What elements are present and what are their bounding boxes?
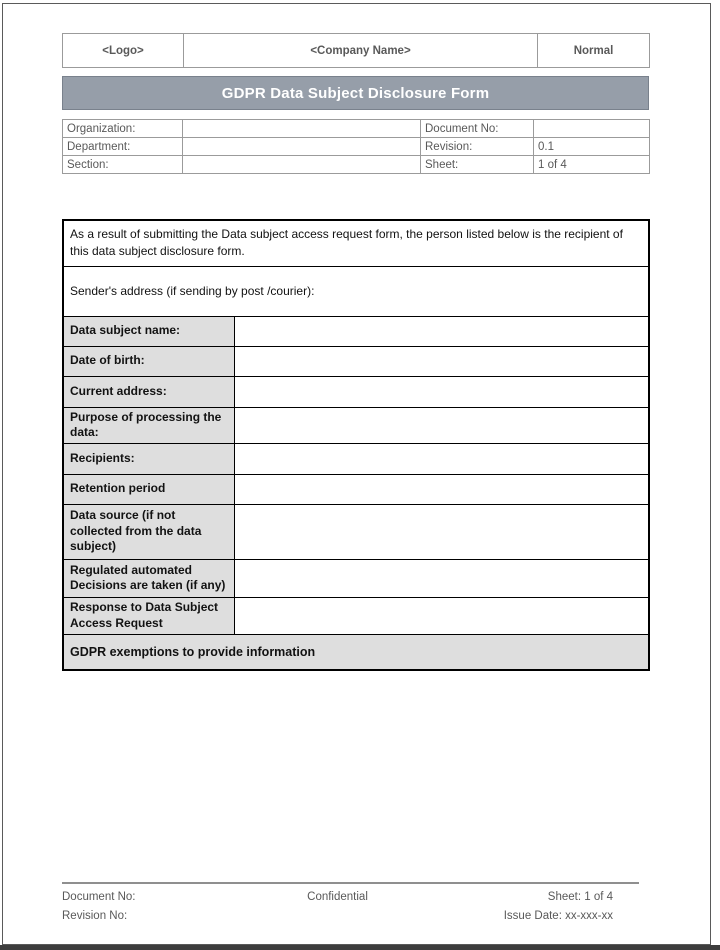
meta-row-section <box>63 156 650 174</box>
meta-row-organization <box>63 120 650 138</box>
field-value-purpose-of-processing[interactable] <box>234 407 649 443</box>
meta-label-revision: Revision: <box>421 138 534 156</box>
sender-address-label[interactable]: Sender's address (if sending by post /courier): <box>63 266 649 316</box>
meta-value-section[interactable] <box>183 156 421 174</box>
field-value-regulated-automated-decisions[interactable] <box>234 559 649 597</box>
footer-divider <box>62 882 639 884</box>
footer-right-block <box>429 888 639 926</box>
field-label-date-of-birth: Date of birth: <box>63 346 234 376</box>
field-label-purpose-of-processing: Purpose of processing the data: <box>63 407 234 443</box>
meta-label-sheet: Sheet: <box>421 156 534 174</box>
meta-row-department <box>63 138 650 156</box>
logo-placeholder: <Logo> <box>63 34 184 68</box>
meta-value-sheet: 1 of 4 <box>534 156 650 174</box>
field-label-retention-period: Retention period <box>63 474 234 504</box>
field-value-current-address[interactable] <box>234 376 649 407</box>
page-title: GDPR Data Subject Disclosure Form <box>221 84 490 102</box>
field-label-response-to-dsar: Response to Data Subject Access Request <box>63 597 234 634</box>
gdpr-exemptions-heading: GDPR exemptions to provide information <box>63 634 649 670</box>
meta-label-section: Section: <box>63 156 183 174</box>
footer-center-block <box>246 888 430 926</box>
meta-value-document-no[interactable] <box>534 120 650 138</box>
field-label-data-source: Data source (if not collected from the data subject) <box>63 504 234 559</box>
field-value-data-source[interactable] <box>234 504 649 559</box>
field-row-retention-period <box>63 474 649 504</box>
title-bar <box>62 76 649 110</box>
field-value-data-subject-name[interactable] <box>234 316 649 346</box>
field-row-response-to-dsar <box>63 597 649 634</box>
meta-table <box>62 119 650 174</box>
company-name-placeholder: <Company Name> <box>184 34 538 68</box>
header-table <box>62 33 650 68</box>
field-label-current-address: Current address: <box>63 376 234 407</box>
footer-sheet: Sheet: 1 of 4 <box>547 891 614 903</box>
field-label-regulated-automated-decisions: Regulated automated Decisions are taken (if any) <box>63 559 234 597</box>
field-value-retention-period[interactable] <box>234 474 649 504</box>
meta-value-revision: 0.1 <box>534 138 650 156</box>
field-value-response-to-dsar[interactable] <box>234 597 649 634</box>
meta-value-organization[interactable] <box>183 120 421 138</box>
meta-value-department[interactable] <box>183 138 421 156</box>
intro-text: As a result of submitting the Data subject access request form, the person listed below is the recipient of this data subject disclosure form. <box>63 220 649 266</box>
field-value-date-of-birth[interactable] <box>234 346 649 376</box>
footer-confidential: Confidential <box>307 891 368 903</box>
meta-label-organization: Organization: <box>63 120 183 138</box>
field-row-regulated-automated-decisions <box>63 559 649 597</box>
footer-document-no: Document No: <box>62 891 136 903</box>
field-row-purpose-of-processing <box>63 407 649 443</box>
field-row-recipients <box>63 443 649 474</box>
meta-label-department: Department: <box>63 138 183 156</box>
disclosure-form-table <box>62 219 650 671</box>
footer-issue-date: Issue Date: xx-xxx-xx <box>503 909 614 922</box>
field-label-recipients: Recipients: <box>63 443 234 474</box>
footer-revision-no: Revision No: <box>62 909 128 922</box>
window-bottom-edge <box>0 945 720 950</box>
field-label-data-subject-name: Data subject name: <box>63 316 234 346</box>
footer-left-block <box>62 888 246 926</box>
field-row-current-address <box>63 376 649 407</box>
intro-row <box>63 220 649 266</box>
field-row-data-subject-name <box>63 316 649 346</box>
page-footer <box>62 882 639 926</box>
classification-label: Normal <box>538 34 650 68</box>
document-content <box>62 33 649 671</box>
sender-address-row <box>63 266 649 316</box>
field-value-recipients[interactable] <box>234 443 649 474</box>
meta-label-document-no: Document No: <box>421 120 534 138</box>
field-row-date-of-birth <box>63 346 649 376</box>
field-row-data-source <box>63 504 649 559</box>
gdpr-exemptions-section-row <box>63 634 649 670</box>
